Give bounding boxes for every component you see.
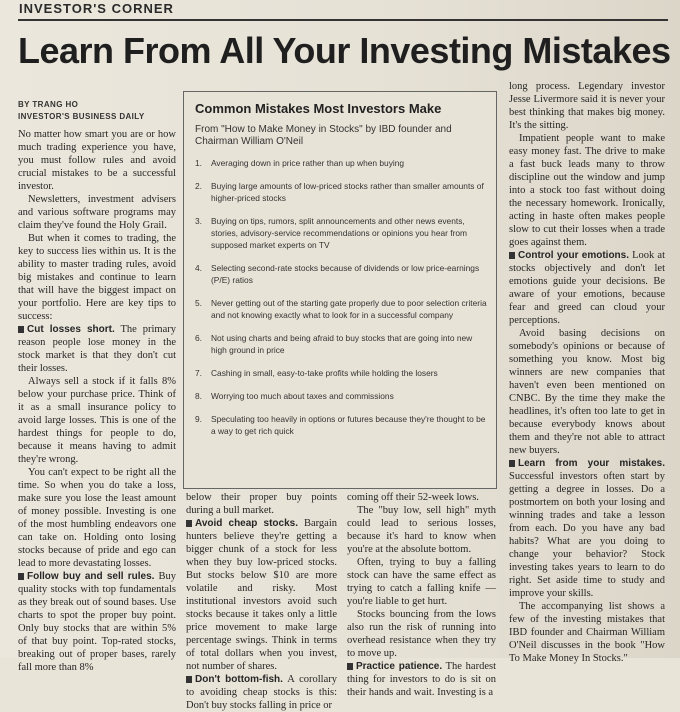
sidebar-subtitle: From "How to Make Money in Stocks" by IBD founder and Chairman William O'Neil [195,124,452,147]
bullet-square-icon [509,460,515,467]
subhead: Don't bottom-fish. [195,674,283,685]
list-item: 7. Cashing in small, easy-to-take profits while holding the losers [195,368,438,378]
subhead: Avoid cheap stocks. [195,518,298,529]
list-item: 2. Buying large amounts of low-priced stocks rather than smaller amounts of higher-priced stocks [195,181,484,203]
bullet-square-icon [186,676,192,683]
subhead: Practice patience. [356,661,443,672]
paragraph-text: Bargain hunters believe they're getting a bigger chunk of a stock for less when they buy low-priced stocks. But stocks below $10 are more volatile and risky. Most institutional investors avoid such stocks because it takes only a little price movement to make large percentage swings. Think in terms of total dollars when you invest, not number of shares. [186,518,337,672]
paragraph [186,673,337,712]
article-column-1 [18,128,176,674]
bullet-square-icon [18,573,24,580]
paragraph-text: The hardest thing for investors to do is sit on their hands and wait. Investing is a [347,661,496,698]
paragraph: Newsletters, investment advisers and various software programs may claim they've found the Holy Grail. [18,194,176,231]
article-column-2 [186,491,337,712]
list-item: 4. Selecting second-rate stocks because of dividends or low price-earnings (P/E) ratios [195,263,480,285]
section-label: INVESTOR'S CORNER [19,1,174,16]
subhead: Cut losses short. [27,324,115,335]
byline [18,99,145,123]
subhead: Follow buy and sell rules. [27,571,155,582]
article-column-3 [347,491,496,699]
subhead: Control your emotions. [518,250,629,261]
bullet-square-icon [18,326,24,333]
paragraph [509,249,665,327]
paragraph: The "buy low, sell high" myth could lead to serious losses, because it's hard to know when you're at the absolute bottom. [347,505,496,555]
list-item: 1. Averaging down in price rather than up when buying [195,158,405,168]
paragraph: Stocks bouncing from the lows also run the risk of running into overhead resistance when they try to move up. [347,609,496,659]
sidebar-box [183,91,497,489]
paragraph: Avoid basing decisions on somebody's opinions or because of something you know. Most big winners are new companies that haven't even been mentioned on CNBC. By the time they make the headlines, it's often too late to get in because everybody knows about them and they're not able to attract new buyers. [509,328,665,456]
paragraph-text: Buy quality stocks with top fundamentals as they break out of sound bases. Use charts to spot the proper buy point. Only buy stocks that are within 5% of that buy point. Top-rated stocks, breaking out of proper bases, rarely fall more than 8% [18,571,176,673]
paragraph: long process. Legendary investor Jesse Livermore said it is never your best thinking that makes big money. It's the sitting. [509,81,665,131]
paragraph: The accompanying list shows a few of the investing mistakes that IBD founder and Chairman William O'Neil discusses in the book "How To Make Money In Stocks." [509,601,665,664]
paragraph: coming off their 52-week lows. [347,492,479,503]
byline-outlet: INVESTOR'S BUSINESS DAILY [18,112,145,121]
paragraph: below their proper buy points during a bull market. [186,492,337,516]
paragraph: Always sell a stock if it falls 8% below your purchase price. Think of it as a small insurance policy to avoid large losses. This is one of the hardest things for people to do, because it means having to admit they're wrong. [18,376,176,465]
list-item: 8. Worrying too much about taxes and commissions [195,391,394,401]
paragraph: Often, trying to buy a falling stock can have the same effect as trying to catch a falling knife — you're liable to get hurt. [347,557,496,607]
list-item: 6. Not using charts and being afraid to buy stocks that are going into new high ground in price [195,333,473,355]
list-item: 5. Never getting out of the starting gate properly due to poor selection criteria and not knowing exactly what to look for in a successful company [195,298,487,320]
list-item: 3. Buying on tips, rumors, split announcements and other news events, stories, advisory-service recommendations or opinions you hear from supposed market experts on TV [195,216,468,250]
mistakes-list [195,157,489,437]
paragraph-text: A corollary to avoiding cheap stocks is this: Don't buy stocks falling in price or [186,674,337,711]
bullet-square-icon [509,252,515,259]
byline-author: BY TRANG HO [18,100,79,109]
bullet-square-icon [347,663,353,670]
paragraph-text: Look at stocks objectively and don't let emotions guide your decisions. Be aware of your emotions, because fear and greed can cloud your perceptions. [509,250,665,326]
paragraph: But when it comes to trading, the key to success lies within us. It is the ability to master trading rules, avoid big mistakes and continue to learn that will have the biggest impact on your portfolio. Here are key tips to success: [18,233,176,322]
paragraph-text: Successful investors often start by getting a degree in losses. Do a postmortem on both your losing and winning trades and take a lesson from each. Do you have any bad habits? What are you doing to change your behavior? Stock investing takes years to learn to do right. Set aside time to study and improve your skills. [509,471,665,599]
sidebar-title: Common Mistakes Most Investors Make [195,101,442,116]
paragraph-text: The primary reason people lose money in the stock market is that they don't cut their losses. [18,324,176,374]
paragraph [509,457,665,600]
subhead: Learn from your mistakes. [518,458,665,469]
list-item: 9. Speculating too heavily in options or futures because they're thought to be a way to get rich quick [195,414,486,436]
paragraph: Impatient people want to make easy money fast. The drive to make a fast buck leads many to throw discipline out the window and jump into a stock too fast without doing the necessary homework. Ironically, acting in haste often makes people slow to cut their losses when a trade goes against them. [509,133,665,248]
headline: Learn From All Your Investing Mistakes [18,30,671,71]
paragraph [347,660,496,699]
paragraph [18,570,176,674]
paragraph: You can't expect to be right all the time. So when you do take a loss, make sure you lose the least amount of money possible. Investing is one of the most humbling endeavors one can take on. Holding onto losing stocks because of pride and ego can lead to more devastating losses. [18,467,176,569]
paragraph: No matter how smart you are or how much trading experience you have, you must follow rules and avoid crucial mistakes to be a successful investor. [18,129,176,192]
bullet-square-icon [186,520,192,527]
section-rule [18,19,668,21]
article-column-4 [509,80,665,665]
paragraph [186,517,337,673]
paragraph [18,323,176,375]
